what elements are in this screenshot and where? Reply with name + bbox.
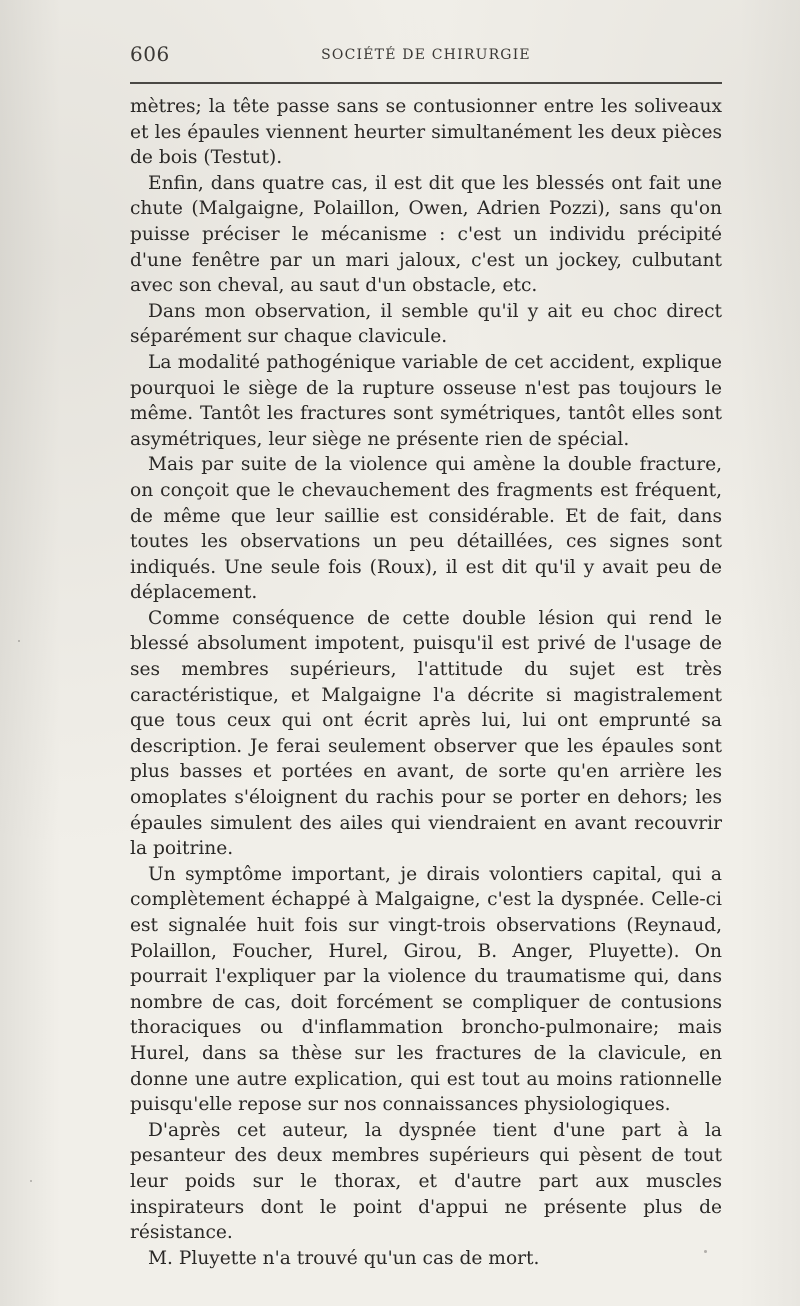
paragraph-1: mètres; la tête passe sans se contusionner entre les soliveaux et les épaules viennent heurter simultanément les deux pièces de bois (Testut). <box>130 96 722 169</box>
paragraph-4: La modalité pathogénique variable de cet accident, explique pourquoi le siège de la rupture osseuse n'est pas toujours le même. Tantôt les fractures sont symétriques, tantôt elles sont asymétriques, leur siège ne présente rien de spécial. <box>130 351 722 450</box>
paragraph-7: Un symptôme important, je dirais volontiers capital, qui a complètement échappé à Malgaigne, c'est la dyspnée. Celle-ci est signalée huit fois sur vingt-trois observations (Reynaud, Polaillon, Foucher, Hurel, Girou, B. Anger, Pluyette). On pourrait l'expliquer par la violence du traumatisme qui, dans nombre de cas, doit forcément se compliquer de contusions thoraciques ou d'inflammation broncho-pulmonaire; mais Hurel, dans sa thèse sur les fractures de la clavicule, en donne une autre explication, qui est tout au moins rationnelle puisqu'elle repose sur nos connaissances physiologiques. <box>130 863 722 1116</box>
paragraph-6: Comme conséquence de cette double lésion qui rend le blessé absolument impotent, puisqu'il est privé de l'usage de ses membres supérieurs, l'attitude du sujet est très caractéristique, et Malgaigne l'a décrite si magistralement que tous ceux qui ont écrit après lui, lui ont emprunté sa description. Je ferai seulement observer que les épaules sont plus basses et portées en avant, de sorte qu'en arrière les omoplates s'éloignent du rachis pour se porter en dehors; les épaules simulent des ailes qui viendraient en avant recouvrir la poitrine. <box>130 607 722 860</box>
paragraph-9: M. Pluyette n'a trouvé qu'un cas de mort. <box>148 1247 540 1269</box>
paragraph-2: Enfin, dans quatre cas, il est dit que les blessés ont fait une chute (Malgaigne, Polaillon, Owen, Adrien Pozzi), sans qu'on puisse préciser le mécanisme : c'est un individu précipité d'une fenêtre par un mari jaloux, c'est un jockey, culbutant avec son cheval, au saut d'un obstacle, etc. <box>130 172 722 297</box>
header-rule <box>130 82 722 84</box>
paragraph-3: Dans mon observation, il semble qu'il y ait eu choc direct séparément sur chaque clavicule. <box>130 300 722 348</box>
running-title: SOCIÉTÉ DE CHIRURGIE <box>321 47 531 63</box>
paper-speck <box>18 640 20 642</box>
paragraph-5: Mais par suite de la violence qui amène la double fracture, on conçoit que le chevauchement des fragments est fréquent, de même que leur saillie est considérable. Et de fait, dans toutes les observations un peu détaillées, ces signes sont indiqués. Une seule fois (Roux), il est dit qu'il y avait peu de déplacement. <box>130 454 722 604</box>
body-text <box>130 94 722 1271</box>
paper-speck <box>30 1180 32 1182</box>
page-number: 606 <box>130 42 170 66</box>
paragraph-8: D'après cet auteur, la dyspnée tient d'une part à la pesanteur des deux membres supérieurs qui pèsent de tout leur poids sur le thorax, et d'autre part aux muscles inspirateurs dont le point d'appui ne présente plus de résistance. <box>130 1119 722 1244</box>
paper-speck <box>704 1250 707 1253</box>
page-header <box>130 42 722 72</box>
